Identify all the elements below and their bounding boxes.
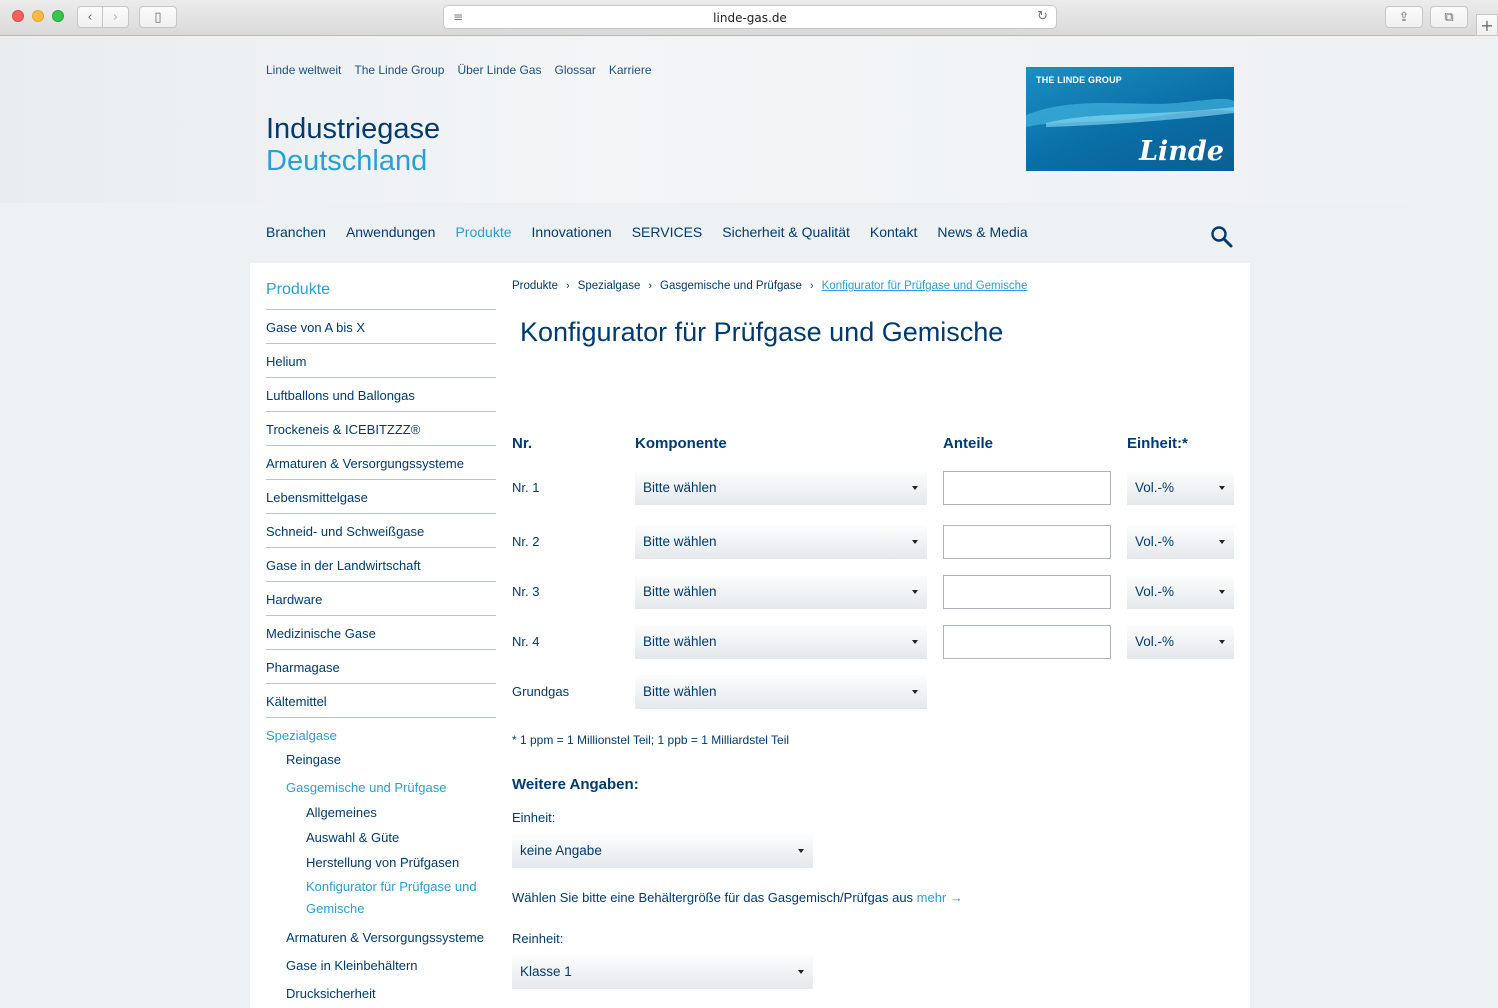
footnote: * 1 ppm = 1 Millionstel Teil; 1 ppb = 1 Milliardstel Teil: [512, 733, 790, 747]
sidebar-item-luftballons[interactable]: Luftballons und Ballongas: [266, 377, 496, 411]
purity-select[interactable]: Klasse 1: [512, 955, 813, 989]
new-tab-button[interactable]: [1476, 14, 1498, 36]
component-select-3[interactable]: Bitte wählen: [635, 575, 927, 609]
base-gas-label: Grundgas: [512, 684, 570, 699]
share-icon: ⇪: [1398, 9, 1410, 25]
nav-item-produkte[interactable]: Produkte: [455, 224, 512, 240]
nav-item-news[interactable]: News & Media: [937, 224, 1028, 240]
plus-icon: +: [1480, 15, 1494, 35]
sidebar-subitem-armaturen[interactable]: Armaturen & Versorgungssysteme: [286, 930, 484, 945]
unit-select-2[interactable]: Vol.-%: [1127, 525, 1234, 559]
breadcrumb-chevron-icon: ›: [648, 280, 653, 292]
linde-logo[interactable]: [1026, 67, 1234, 171]
column-header-komponente: Komponente: [635, 435, 727, 452]
sidebar-item-landwirtschaft[interactable]: Gase in der Landwirtschaft: [266, 547, 496, 581]
row-label-4: Nr. 4: [512, 634, 540, 649]
forward-button[interactable]: [103, 6, 129, 28]
sidebar-item-schneidgase[interactable]: Schneid- und Schweißgase: [266, 513, 496, 547]
container-note-text: Wählen Sie bitte eine Behältergröße für das Gasgemisch/Prüfgas aus: [512, 890, 914, 905]
sidebar-subsubitem-konfigurator[interactable]: Konfigurator für Prüfgase und Gemische: [306, 879, 477, 916]
sidebar-item-spezialgase[interactable]: Spezialgase: [266, 717, 496, 743]
nav-item-services[interactable]: SERVICES: [631, 224, 703, 240]
minimize-window-button[interactable]: [32, 10, 44, 22]
sidebar-item-hardware[interactable]: Hardware: [266, 581, 496, 615]
tabs-overview-button[interactable]: [1430, 6, 1468, 28]
nav-item-anwendungen[interactable]: Anwendungen: [345, 224, 436, 240]
brand-subtitle[interactable]: Deutschland: [266, 145, 428, 177]
address-bar[interactable]: [443, 5, 1057, 29]
share-input-1[interactable]: [943, 471, 1111, 505]
top-links: [266, 63, 652, 77]
chevron-left-icon: ‹: [87, 9, 93, 25]
top-link-karriere[interactable]: Karriere: [608, 63, 652, 77]
close-window-button[interactable]: [12, 10, 24, 22]
breadcrumb-chevron-icon: ›: [809, 280, 814, 292]
sidebar-icon: ▯: [154, 9, 162, 25]
sidebar-subitem-reingase[interactable]: Reingase: [286, 752, 341, 767]
purity-label: Reinheit:: [512, 931, 564, 946]
unit-select-3[interactable]: Vol.-%: [1127, 575, 1234, 609]
sidebar-subitem-gasgemische[interactable]: Gasgemische und Prüfgase: [286, 780, 447, 795]
brand-title[interactable]: Industriegase: [266, 113, 441, 145]
site-header: [0, 37, 1498, 203]
column-header-nr: Nr.: [512, 435, 533, 452]
share-input-4[interactable]: [943, 625, 1111, 659]
sidebar-item-kaeltemittel[interactable]: Kältemittel: [266, 683, 496, 717]
sidebar-toggle-button[interactable]: [139, 6, 177, 28]
sidebar-item-gase-a-x[interactable]: Gase von A bis X: [266, 309, 496, 343]
reader-icon[interactable]: ≡: [453, 10, 464, 24]
top-link-linde-group[interactable]: The Linde Group: [354, 63, 445, 77]
further-details-heading: Weitere Angaben:: [512, 776, 639, 793]
top-link-ueber-linde-gas[interactable]: Über Linde Gas: [457, 63, 542, 77]
chevron-right-icon: ›: [112, 9, 119, 25]
browser-toolbar: [0, 0, 1498, 36]
sidebar-item-lebensmittelgase[interactable]: Lebensmittelgase: [266, 479, 496, 513]
component-select-1[interactable]: Bitte wählen: [635, 471, 927, 505]
unit-select[interactable]: keine Angabe: [512, 834, 813, 868]
logo-wordmark: Linde: [1139, 136, 1224, 167]
nav-item-sicherheit[interactable]: Sicherheit & Qualität: [722, 224, 850, 240]
column-header-einheit: Einheit:*: [1127, 435, 1188, 452]
row-label-1: Nr. 1: [512, 480, 540, 495]
component-select-2[interactable]: Bitte wählen: [635, 525, 927, 559]
row-label-3: Nr. 3: [512, 584, 540, 599]
content-panel: [250, 263, 1250, 1008]
breadcrumb-produkte[interactable]: Produkte: [512, 280, 559, 292]
more-link[interactable]: mehr →: [916, 890, 963, 905]
reload-icon[interactable]: ↻: [1037, 9, 1048, 24]
sidebar-item-helium[interactable]: Helium: [266, 343, 496, 377]
unit-select-1[interactable]: Vol.-%: [1127, 471, 1234, 505]
share-input-2[interactable]: [943, 525, 1111, 559]
breadcrumb-gasgemische[interactable]: Gasgemische und Prüfgase: [660, 280, 802, 292]
logo-group-text: THE LINDE GROUP: [1036, 75, 1123, 85]
container-note: [512, 890, 963, 905]
nav-item-kontakt[interactable]: Kontakt: [869, 224, 918, 240]
back-button[interactable]: [77, 6, 103, 28]
url-text: linde-gas.de: [713, 11, 787, 25]
nav-item-innovationen[interactable]: Innovationen: [531, 224, 612, 240]
sidebar-subitem-drucksicherheit[interactable]: Drucksicherheit: [286, 986, 376, 1001]
page-title: Konfigurator für Prüfgase und Gemische: [520, 317, 1004, 347]
breadcrumb-spezialgase[interactable]: Spezialgase: [577, 280, 641, 292]
breadcrumb-chevron-icon: ›: [566, 280, 570, 292]
unit-select-4[interactable]: Vol.-%: [1127, 625, 1234, 659]
breadcrumb: [512, 280, 1027, 292]
breadcrumb-current[interactable]: Konfigurator für Prüfgase und Gemische: [821, 280, 1028, 292]
sidebar-subitem-kleinbehaelter[interactable]: Gase in Kleinbehältern: [286, 958, 418, 973]
unit-label: Einheit:: [512, 810, 556, 825]
search-icon[interactable]: [1210, 225, 1234, 249]
sidebar-item-armaturen[interactable]: Armaturen & Versorgungssysteme: [266, 445, 496, 479]
main-navigation: [250, 203, 1250, 263]
zoom-window-button[interactable]: [52, 10, 64, 22]
sidebar-item-pharmagase[interactable]: Pharmagase: [266, 649, 496, 683]
sidebar-subsubitem-herstellung[interactable]: Herstellung von Prüfgasen: [306, 855, 460, 870]
sidebar-subsubitem-allgemeines[interactable]: Allgemeines: [306, 805, 377, 820]
row-label-2: Nr. 2: [512, 534, 540, 549]
tabs-icon: ⧉: [1444, 9, 1454, 25]
top-link-glossar[interactable]: Glossar: [554, 63, 596, 77]
sidebar-list: [266, 309, 496, 743]
sidebar-title[interactable]: Produkte: [266, 281, 331, 298]
base-gas-select[interactable]: Bitte wählen: [635, 675, 927, 709]
component-select-4[interactable]: Bitte wählen: [635, 625, 927, 659]
share-input-3[interactable]: [943, 575, 1111, 609]
sidebar-subsubitem-auswahl[interactable]: Auswahl & Güte: [306, 830, 400, 845]
sidebar-item-trockeneis[interactable]: Trockeneis & ICEBITZZZ®: [266, 411, 496, 445]
share-button[interactable]: [1385, 6, 1423, 28]
sidebar-item-medizinische-gase[interactable]: Medizinische Gase: [266, 615, 496, 649]
column-header-anteile: Anteile: [943, 435, 994, 452]
top-link-linde-weltweit[interactable]: Linde weltweit: [266, 63, 342, 77]
nav-item-branchen[interactable]: Branchen: [266, 224, 326, 240]
